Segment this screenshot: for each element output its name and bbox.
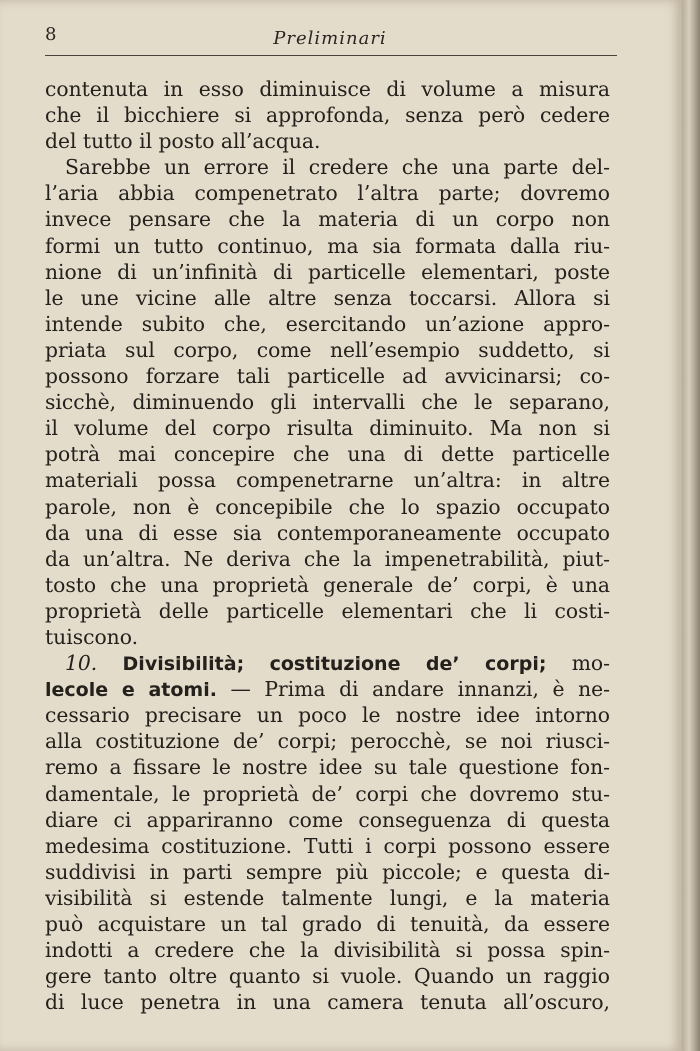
section-heading-line bbox=[45, 650, 610, 676]
header-rule bbox=[45, 55, 617, 56]
text-line: visibilità si estende talmente lungi, e la materia bbox=[45, 885, 610, 910]
text-line: l’aria abbia compenetrato l’altra parte; dovremo bbox=[45, 181, 610, 206]
text-fragment: mo- bbox=[571, 651, 610, 676]
text-line: gere tanto oltre quanto si vuole. Quando un raggio bbox=[45, 964, 610, 989]
text-line: del tutto il posto all’acqua. bbox=[45, 129, 321, 154]
text-line: tosto che una proprietà generale de’ corpi, è una bbox=[45, 572, 610, 597]
text-line: può acquistare un tal grado di tenuità, da essere bbox=[45, 912, 610, 936]
text-line: intende subito che, esercitando un’azione appro- bbox=[45, 311, 610, 336]
text-line: alla costituzione de’ corpi; perocchè, se noi riusci- bbox=[45, 729, 610, 754]
page-edge bbox=[682, 0, 700, 1051]
body-text bbox=[45, 76, 610, 1015]
section-number: 10. bbox=[65, 651, 98, 676]
text-line: invece pensare che la materia di un corpo non bbox=[45, 207, 610, 232]
text-line: di luce penetra in una camera tenuta all’oscuro, bbox=[45, 990, 610, 1015]
text-line: da un’altra. Ne deriva che la impenetrabilità, piut- bbox=[45, 546, 610, 571]
section-title: Divisibilità; costituzione de’ corpi; bbox=[122, 653, 547, 676]
text-line: parole, non è concepibile che lo spazio occupato bbox=[45, 494, 610, 519]
text-line: il volume del corpo risulta diminuito. Ma non si bbox=[45, 416, 610, 441]
text-line: contenuta in esso diminuisce di volume a misura bbox=[45, 77, 610, 101]
text-line: materiali possa compenetrarne un’altra: in altre bbox=[45, 468, 610, 493]
text-line: medesima costituzione. Tutti i corpi possono essere bbox=[45, 833, 610, 858]
text-line: che il bicchiere si approfonda, senza però cedere bbox=[45, 103, 610, 128]
text-line: priata sul corpo, come nell’esempio suddetto, si bbox=[45, 337, 610, 362]
section-title-continued: lecole e atomi. bbox=[45, 679, 217, 702]
text-fragment: — Prima di andare innanzi, è ne- bbox=[230, 677, 610, 702]
text-line: cessario precisare un poco le nostre idee intorno bbox=[45, 703, 610, 728]
text-line: formi un tutto continuo, ma sia formata dalla riu- bbox=[45, 233, 610, 258]
text-line: sicchè, diminuendo gli intervalli che le separano, bbox=[45, 390, 610, 415]
text-line: suddivisi in parti sempre più piccole; e questa di- bbox=[45, 859, 610, 884]
text-line: da una di esse sia contemporaneamente occupato bbox=[45, 520, 610, 545]
text-line: tuiscono. bbox=[45, 624, 139, 649]
text-line: diare ci appariranno come conseguenza di questa bbox=[45, 807, 610, 832]
page-number: 8 bbox=[45, 24, 57, 45]
text-line: Sarebbe un errore il credere che una parte del- bbox=[65, 155, 610, 180]
text-line: possono forzare tali particelle ad avvicinarsi; co- bbox=[45, 364, 610, 389]
text-line: potrà mai concepire che una di dette particelle bbox=[45, 442, 610, 467]
text-line: nione di un’infinità di particelle elementari, poste bbox=[45, 259, 610, 284]
section-heading-line bbox=[45, 676, 610, 702]
text-line: le une vicine alle altre senza toccarsi. Allora si bbox=[45, 285, 610, 310]
text-line: proprietà delle particelle elementari che li costi- bbox=[45, 598, 610, 623]
text-line: damentale, le proprietà de’ corpi che dovremo stu- bbox=[45, 781, 610, 806]
page-header bbox=[45, 24, 615, 54]
text-line: indotti a credere che la divisibilità si possa spin- bbox=[45, 938, 610, 963]
text-line: remo a fissare le nostre idee su tale questione fon- bbox=[45, 755, 610, 780]
running-title: Preliminari bbox=[273, 28, 387, 49]
